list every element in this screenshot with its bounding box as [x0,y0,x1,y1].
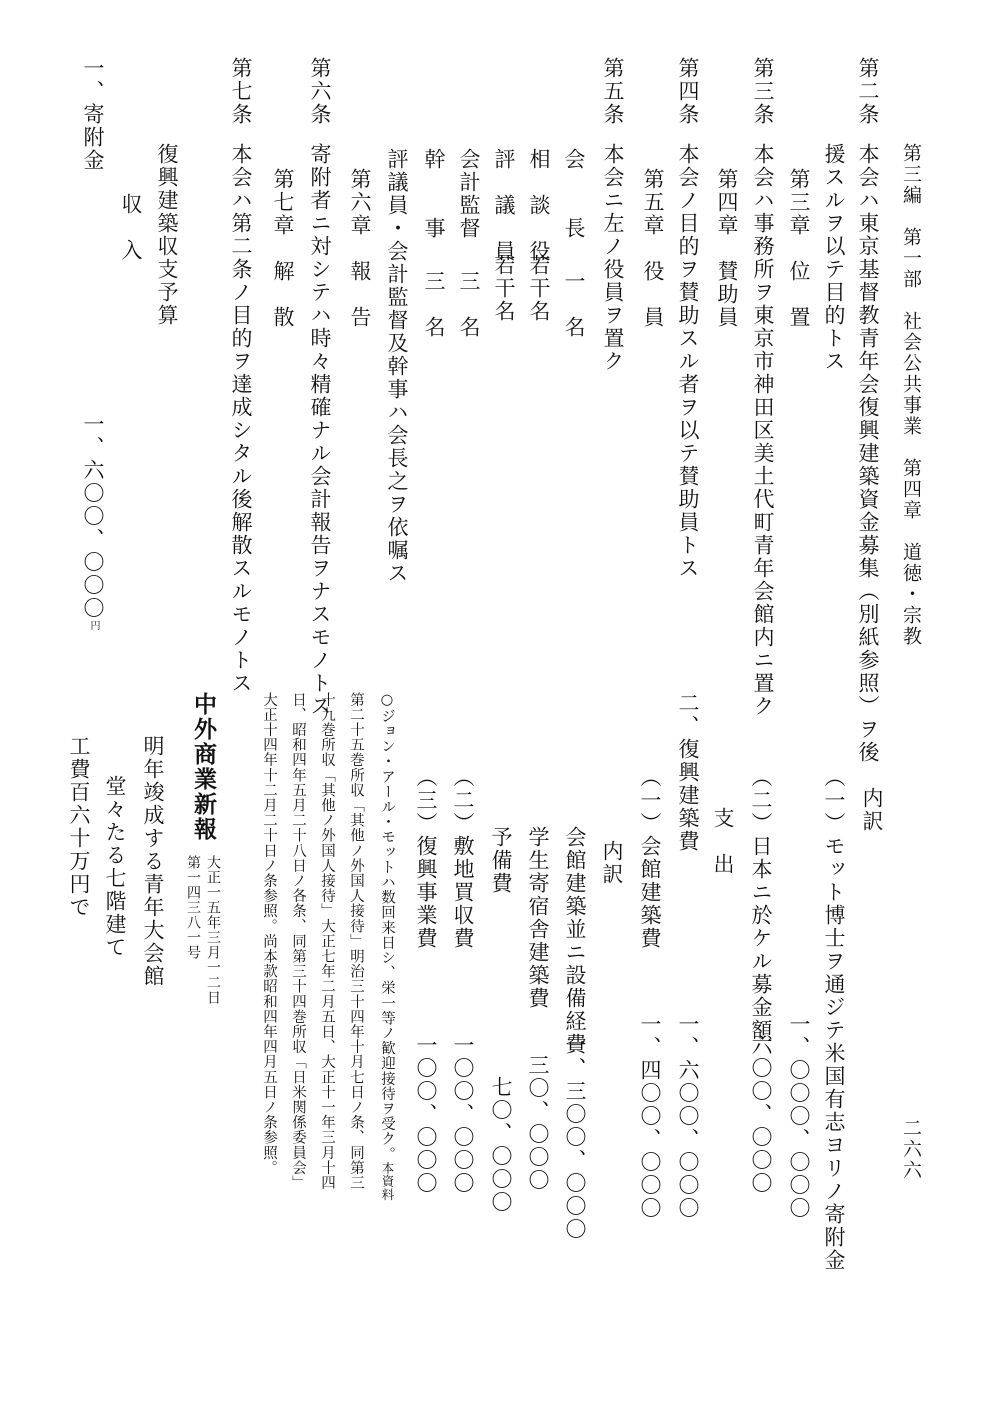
budget-item-construction-amount: 一、六〇〇、〇〇〇 [676,1013,700,1220]
breakdown-item-japan: （二）日本ニ於ケル募金額 [749,766,773,1042]
note-line: 第二十五巻所収「其他ノ外国人接待」明治三十四年十月七日ノ条、同第三 [348,692,364,1191]
page-number: 二六六 [900,1118,922,1181]
running-head: 第三編 第一部 社会公共事業 第四章 道徳・宗教 [900,143,922,647]
chapter-5-heading: 第五章 役 員 [641,168,665,329]
cost-subitem-hall: 会館建築並ニ設備経費 [563,826,587,1056]
note-line: 十九巻所収「其他ノ外国人接待」大正七年二月五日、大正十一年三月十四 [319,692,335,1191]
officer-role: 幹 事 [422,148,446,240]
cost-item-land: （二）敷地買収費 [451,766,475,950]
note-line [380,692,395,1201]
newspaper-issue: 第一四三八一号 [185,855,201,960]
article-2-title: 第二条 [856,57,880,126]
budget-item-donations-amount [82,413,103,630]
chapter-4-heading: 第四章 賛助員 [715,168,739,329]
yen-mark: 円 [88,620,99,630]
officers-note: 評議員・会計監督及幹事ハ会長之ヲ依嘱ス [385,148,409,585]
breakdown-label: 内訳 [860,787,884,833]
article-7-text: 本会ハ第二条ノ目的ヲ達成シタル後解散スルモノトス [229,143,253,695]
article-2-text: 本会ハ東京基督教青年会復興建築資金募集（別紙参照）ヲ後 [856,143,880,764]
officer-role: 相 談 役 [527,148,551,263]
officer-count: 若干名 [527,254,551,323]
note-line: 日、昭和四年五月二十八日ノ各条、同第三十四巻所収「日米関係委員会」 [290,692,306,1191]
newspaper-date: 大正一五年三月一二日 [205,855,221,1005]
officer-count: 三 名 [457,270,481,339]
breakdown-item-mott: （一）モット博士ヲ通ジテ米国有志ヨリノ寄附金 [822,766,846,1272]
article-6-text: 寄附者ニ対シテハ時々精確ナル会計報告ヲナスモノトス [308,143,332,718]
budget-title: 復興建築収支予算 [155,143,179,327]
cost-breakdown-label: 内訳 [600,840,624,886]
officer-count: 一 名 [562,270,586,339]
officer-count: 三 名 [422,270,446,339]
cost-item-reconstruction-amount: 一〇〇、〇〇〇 [414,1034,438,1195]
article-3-title: 第三条 [751,57,775,126]
amount-value: 一、六〇〇、〇〇〇 [81,413,105,620]
article-7-title: 第七条 [229,57,253,126]
article-3-text: 本会ハ事務所ヲ東京市神田区美土代町青年会館内ニ置ク [751,143,775,718]
breakdown-item-japan-amount: 六〇〇、〇〇〇 [749,1034,773,1195]
cost-subitem-dorm-amount: 三〇、〇〇〇 [526,1054,550,1192]
chapter-7-heading: 第七章 解 散 [271,168,295,329]
officer-role: 会計監督 [457,148,481,240]
article-5-text: 本会ニ左ノ役員ヲ置ク [601,143,625,373]
headline-line: 堂々たる七階建て [103,775,127,959]
article-4-title: 第四条 [676,57,700,126]
article-5-title: 第五条 [601,57,625,126]
article-6-title: 第六条 [308,57,332,126]
cost-subitem-hall-amount: 一、三〇〇、〇〇〇 [563,1034,587,1241]
officer-role: 評 議 員 [492,148,516,263]
headline-line: 工費百六十万円で [67,735,91,919]
newspaper-name: 中外商業新報 [190,692,217,842]
officer-role: 会 長 [562,148,586,240]
note-line-small: 本資料 [380,1161,395,1201]
headline-line: 明年竣成する青年大会館 [141,735,165,988]
cost-subitem-reserve: 予備費 [489,826,513,895]
cost-item-land-amount: 一〇〇、〇〇〇 [451,1034,475,1195]
cost-item-hall-amount: 一、四〇〇、〇〇〇 [638,1013,662,1220]
cost-subitem-dorm: 学生寄宿舎建築費 [526,826,550,1010]
chapter-6-heading: 第六章 報 告 [348,168,372,329]
article-2-text-cont: 援スルヲ以テ目的トス [822,143,846,373]
budget-item-construction: 二、復興建築費 [676,692,700,853]
chapter-3-heading: 第三章 位 置 [787,168,811,329]
article-4-text: 本会ノ目的ヲ賛助スル者ヲ以テ賛助員トス [676,143,700,580]
cost-item-hall: （一）会館建築費 [638,766,662,950]
note-line-main: ○ジョン・アール・モットハ数回来日シ、栄一等ノ歓迎接待ヲ受ク。 [379,692,395,1162]
cost-item-reconstruction: （三）復興事業費 [414,766,438,950]
cost-subitem-reserve-amount: 七〇、〇〇〇 [489,1076,513,1214]
income-label: 収 入 [119,193,143,262]
breakdown-item-mott-amount: 一、〇〇〇、〇〇〇 [787,1013,811,1220]
budget-item-donations: 一、寄附金 [81,57,105,172]
expense-label: 支 出 [711,807,735,876]
note-line: 大正十四年十二月二十日ノ条参照。尚本款昭和四年四月五日ノ条参照。 [261,692,277,1176]
officer-count: 若干名 [492,254,516,323]
